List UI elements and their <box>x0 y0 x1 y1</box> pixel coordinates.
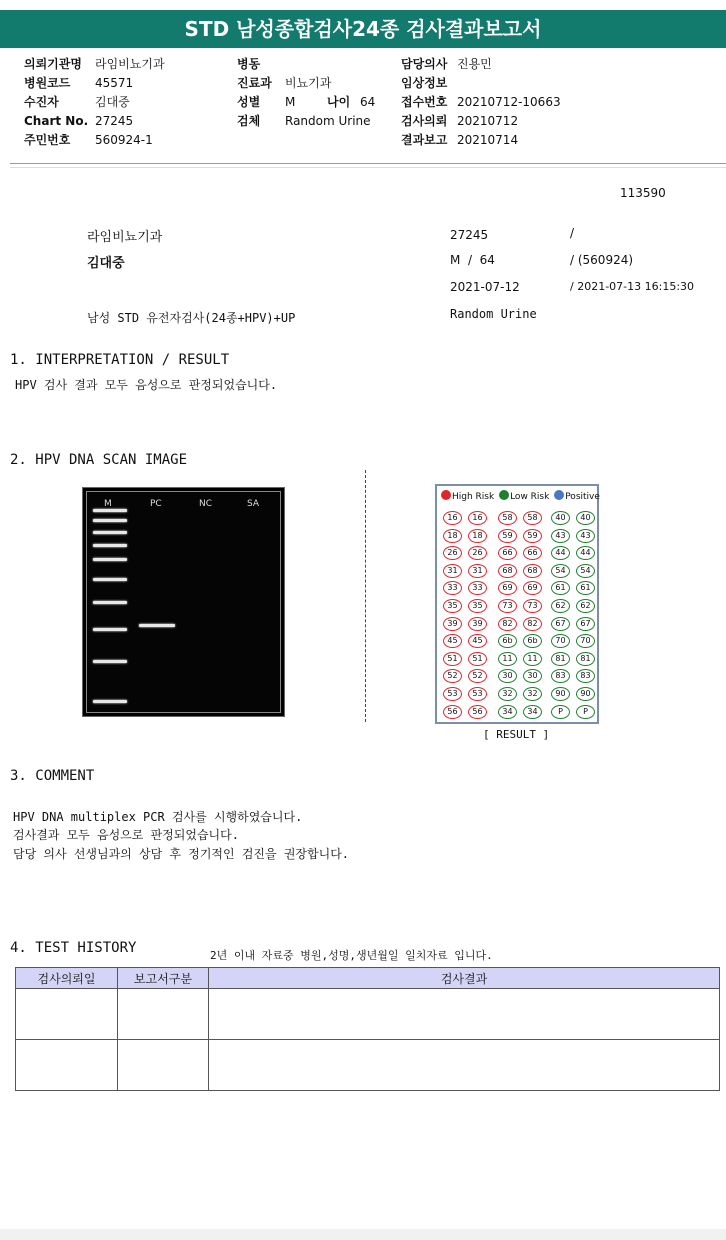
specimen-label: 검체 <box>237 114 261 128</box>
body-specimen: Random Urine <box>450 307 537 321</box>
section-4-title: 4. TEST HISTORY <box>10 940 137 956</box>
hospital-code-value: 45571 <box>95 76 134 90</box>
hpv-type-chip: P <box>576 705 595 719</box>
chart-no-value: 27245 <box>95 114 134 128</box>
section-2-title: 2. HPV DNA SCAN IMAGE <box>10 452 188 468</box>
body-date1: 2021-07-12 <box>450 280 520 294</box>
hpv-type-chip: 59 <box>523 529 542 543</box>
hpv-type-chip: 61 <box>576 581 595 595</box>
hpv-type-chip: 34 <box>498 705 517 719</box>
hpv-type-chip: 70 <box>576 634 595 648</box>
hpv-type-chip: 61 <box>551 581 570 595</box>
request-date-label: 검사의뢰 <box>401 114 448 128</box>
hpv-type-chip: 43 <box>576 529 595 543</box>
hpv-type-chip: 82 <box>523 617 542 631</box>
hpv-type-chip: 30 <box>498 669 517 683</box>
hpv-type-chip: 68 <box>498 564 517 578</box>
result-caption: [ RESULT ] <box>483 728 550 741</box>
gel-frame <box>86 491 281 713</box>
hpv-type-chip: 45 <box>468 634 487 648</box>
hpv-type-chip: 30 <box>523 669 542 683</box>
history-cell <box>16 1040 118 1091</box>
gel-lane-m: M <box>104 499 112 509</box>
gel-lane-sa: SA <box>247 499 260 509</box>
history-header-row <box>16 968 720 989</box>
hpv-type-chip: 40 <box>551 511 570 525</box>
dept-value: 비뇨기과 <box>285 76 332 90</box>
hpv-type-chip: 67 <box>551 617 570 631</box>
hpv-type-chip: 81 <box>576 652 595 666</box>
ladder-band <box>93 519 127 522</box>
hpv-type-chip: 40 <box>576 511 595 525</box>
history-cell <box>118 989 209 1040</box>
ssn-value: 560924-1 <box>95 133 153 147</box>
header-divider <box>10 163 726 164</box>
legend-high-risk: High Risk <box>452 492 495 502</box>
hpv-type-chip: 51 <box>443 652 462 666</box>
clinical-info-label: 임상정보 <box>401 76 448 90</box>
hpv-type-chip: 90 <box>576 687 595 701</box>
hpv-type-chip: 53 <box>443 687 462 701</box>
hpv-type-chip: 66 <box>498 546 517 560</box>
hpv-type-chip: 62 <box>551 599 570 613</box>
dept-label: 진료과 <box>237 76 272 90</box>
patient-value: 김대중 <box>95 95 130 109</box>
hpv-type-chip: 83 <box>576 669 595 683</box>
hpv-type-chip: 90 <box>551 687 570 701</box>
history-cell <box>209 1040 720 1091</box>
hpv-type-chip: P <box>551 705 570 719</box>
hpv-type-chip: 11 <box>498 652 517 666</box>
history-note: 2년 이내 자료중 병원,성명,생년월일 일치자료 입니다. <box>210 949 493 962</box>
report-code: 113590 <box>620 186 666 200</box>
ladder-band <box>93 544 127 547</box>
hpv-type-chip: 81 <box>551 652 570 666</box>
header-col2 <box>237 55 375 131</box>
history-col-report-type: 보고서구분 <box>118 968 209 989</box>
body-test-name: 남성 STD 유전자검사(24종+HPV)+UP <box>87 311 296 325</box>
hpv-type-chip: 59 <box>498 529 517 543</box>
hpv-type-chip: 39 <box>468 617 487 631</box>
body-date2: / 2021-07-13 16:15:30 <box>570 280 695 293</box>
hpv-type-chip: 11 <box>523 652 542 666</box>
ladder-band <box>93 601 127 604</box>
footer-strip <box>0 1229 726 1240</box>
hpv-type-chip: 16 <box>468 511 487 525</box>
legend-positive: Positive <box>565 492 600 502</box>
history-col-result: 검사결과 <box>209 968 720 989</box>
comment-line: 담당 의사 선생님과의 상담 후 정기적인 검진을 권장합니다. <box>13 847 350 861</box>
request-date-value: 20210712 <box>457 114 519 128</box>
history-cell <box>118 1040 209 1091</box>
hpv-type-chip: 26 <box>443 546 462 560</box>
divider-dashed <box>365 470 366 722</box>
ladder-band <box>93 509 127 512</box>
doctor-value: 진용민 <box>457 57 492 71</box>
hpv-type-chip: 34 <box>523 705 542 719</box>
ladder-band <box>93 578 127 581</box>
hpv-type-chip: 31 <box>468 564 487 578</box>
hpv-type-chip: 69 <box>523 581 542 595</box>
low-risk-dot-icon <box>499 490 509 500</box>
hpv-type-chip: 73 <box>498 599 517 613</box>
hpv-result-panel <box>435 484 599 724</box>
body-chart: 27245 <box>450 228 489 242</box>
hpv-type-chip: 18 <box>443 529 462 543</box>
gel-lane-nc: NC <box>199 499 213 509</box>
hpv-type-chip: 43 <box>551 529 570 543</box>
ssn-label: 주민번호 <box>24 133 71 147</box>
positive-dot-icon <box>554 490 564 500</box>
hpv-type-chip: 35 <box>468 599 487 613</box>
report-title: STD 남성종합검사24종 검사결과보고서 <box>0 10 726 48</box>
clinic-value: 라임비뇨기과 <box>95 57 165 71</box>
report-date-value: 20210714 <box>457 133 519 147</box>
history-cell <box>209 989 720 1040</box>
hpv-type-chip: 58 <box>498 511 517 525</box>
history-table <box>15 967 720 1091</box>
pc-band <box>139 624 175 627</box>
header-col1 <box>24 55 165 150</box>
hpv-type-chip: 32 <box>498 687 517 701</box>
hpv-type-chip: 70 <box>551 634 570 648</box>
hpv-type-chip: 44 <box>576 546 595 560</box>
hpv-type-chip: 52 <box>468 669 487 683</box>
ladder-band <box>93 700 127 703</box>
hpv-type-chip: 56 <box>468 705 487 719</box>
body-clinic: 라임비뇨기과 <box>87 230 163 245</box>
comment-line: 검사결과 모두 음성으로 판정되었습니다. <box>13 828 239 842</box>
legend-low-risk: Low Risk <box>510 492 550 502</box>
hpv-type-chip: 53 <box>468 687 487 701</box>
body-sex-age: M / 64 <box>450 253 495 267</box>
hpv-type-chip: 6b <box>523 634 542 648</box>
hpv-type-chip: 32 <box>523 687 542 701</box>
gel-image <box>82 487 285 717</box>
specimen-value: Random Urine <box>285 114 371 128</box>
report-date-label: 결과보고 <box>401 133 448 147</box>
hpv-type-chip: 67 <box>576 617 595 631</box>
hpv-type-chip: 33 <box>443 581 462 595</box>
table-row <box>16 989 720 1040</box>
hpv-type-chip: 69 <box>498 581 517 595</box>
table-row <box>16 1040 720 1091</box>
ladder-band <box>93 660 127 663</box>
hpv-type-chip: 56 <box>443 705 462 719</box>
hpv-type-chip: 16 <box>443 511 462 525</box>
panel-legend <box>441 490 600 502</box>
hpv-type-chip: 54 <box>551 564 570 578</box>
hpv-type-chip: 45 <box>443 634 462 648</box>
hpv-type-chip: 73 <box>523 599 542 613</box>
high-risk-dot-icon <box>441 490 451 500</box>
sex-label: 성별 <box>237 95 261 109</box>
hpv-type-chip: 18 <box>468 529 487 543</box>
body-slash: / <box>570 226 575 240</box>
header-divider-shadow <box>10 167 726 168</box>
history-cell <box>16 989 118 1040</box>
ward-label: 병동 <box>237 57 261 71</box>
hpv-type-chip: 62 <box>576 599 595 613</box>
comment-line: HPV DNA multiplex PCR 검사를 시행하였습니다. <box>13 810 303 824</box>
history-col-request-date: 검사의뢰일 <box>16 968 118 989</box>
hpv-type-chip: 31 <box>443 564 462 578</box>
header-col3 <box>401 55 561 150</box>
section-3-title: 3. COMMENT <box>10 768 95 784</box>
age-label: 나이 <box>327 95 351 109</box>
hpv-type-chip: 33 <box>468 581 487 595</box>
ladder-band <box>93 531 127 534</box>
hpv-type-chip: 26 <box>468 546 487 560</box>
hpv-type-chip: 39 <box>443 617 462 631</box>
hpv-type-chip: 83 <box>551 669 570 683</box>
hpv-type-chip: 58 <box>523 511 542 525</box>
hospital-code-label: 병원코드 <box>24 76 71 90</box>
doctor-label: 담당의사 <box>401 57 448 71</box>
receipt-no-label: 접수번호 <box>401 95 448 109</box>
ladder-band <box>93 628 127 631</box>
gel-lane-pc: PC <box>150 499 162 509</box>
hpv-type-chip: 54 <box>576 564 595 578</box>
hpv-type-chip: 66 <box>523 546 542 560</box>
section-1-text: HPV 검사 결과 모두 음성으로 판정되었습니다. <box>15 378 278 392</box>
hpv-type-chip: 68 <box>523 564 542 578</box>
hpv-type-chip: 51 <box>468 652 487 666</box>
clinic-label: 의뢰기관명 <box>24 57 82 71</box>
receipt-no-value: 20210712-10663 <box>457 95 561 109</box>
hpv-type-chip: 35 <box>443 599 462 613</box>
sex-value: M <box>285 95 296 109</box>
patient-label: 수진자 <box>24 95 59 109</box>
chart-no-label: Chart No. <box>24 114 89 128</box>
body-patient: 김대중 <box>87 256 125 271</box>
ladder-band <box>93 558 127 561</box>
section-1-title: 1. INTERPRETATION / RESULT <box>10 352 230 368</box>
body-ssn: / (560924) <box>570 253 634 267</box>
hpv-type-chip: 6b <box>498 634 517 648</box>
hpv-type-chip: 44 <box>551 546 570 560</box>
age-value: 64 <box>360 95 376 109</box>
hpv-type-chip: 52 <box>443 669 462 683</box>
hpv-type-chip: 82 <box>498 617 517 631</box>
